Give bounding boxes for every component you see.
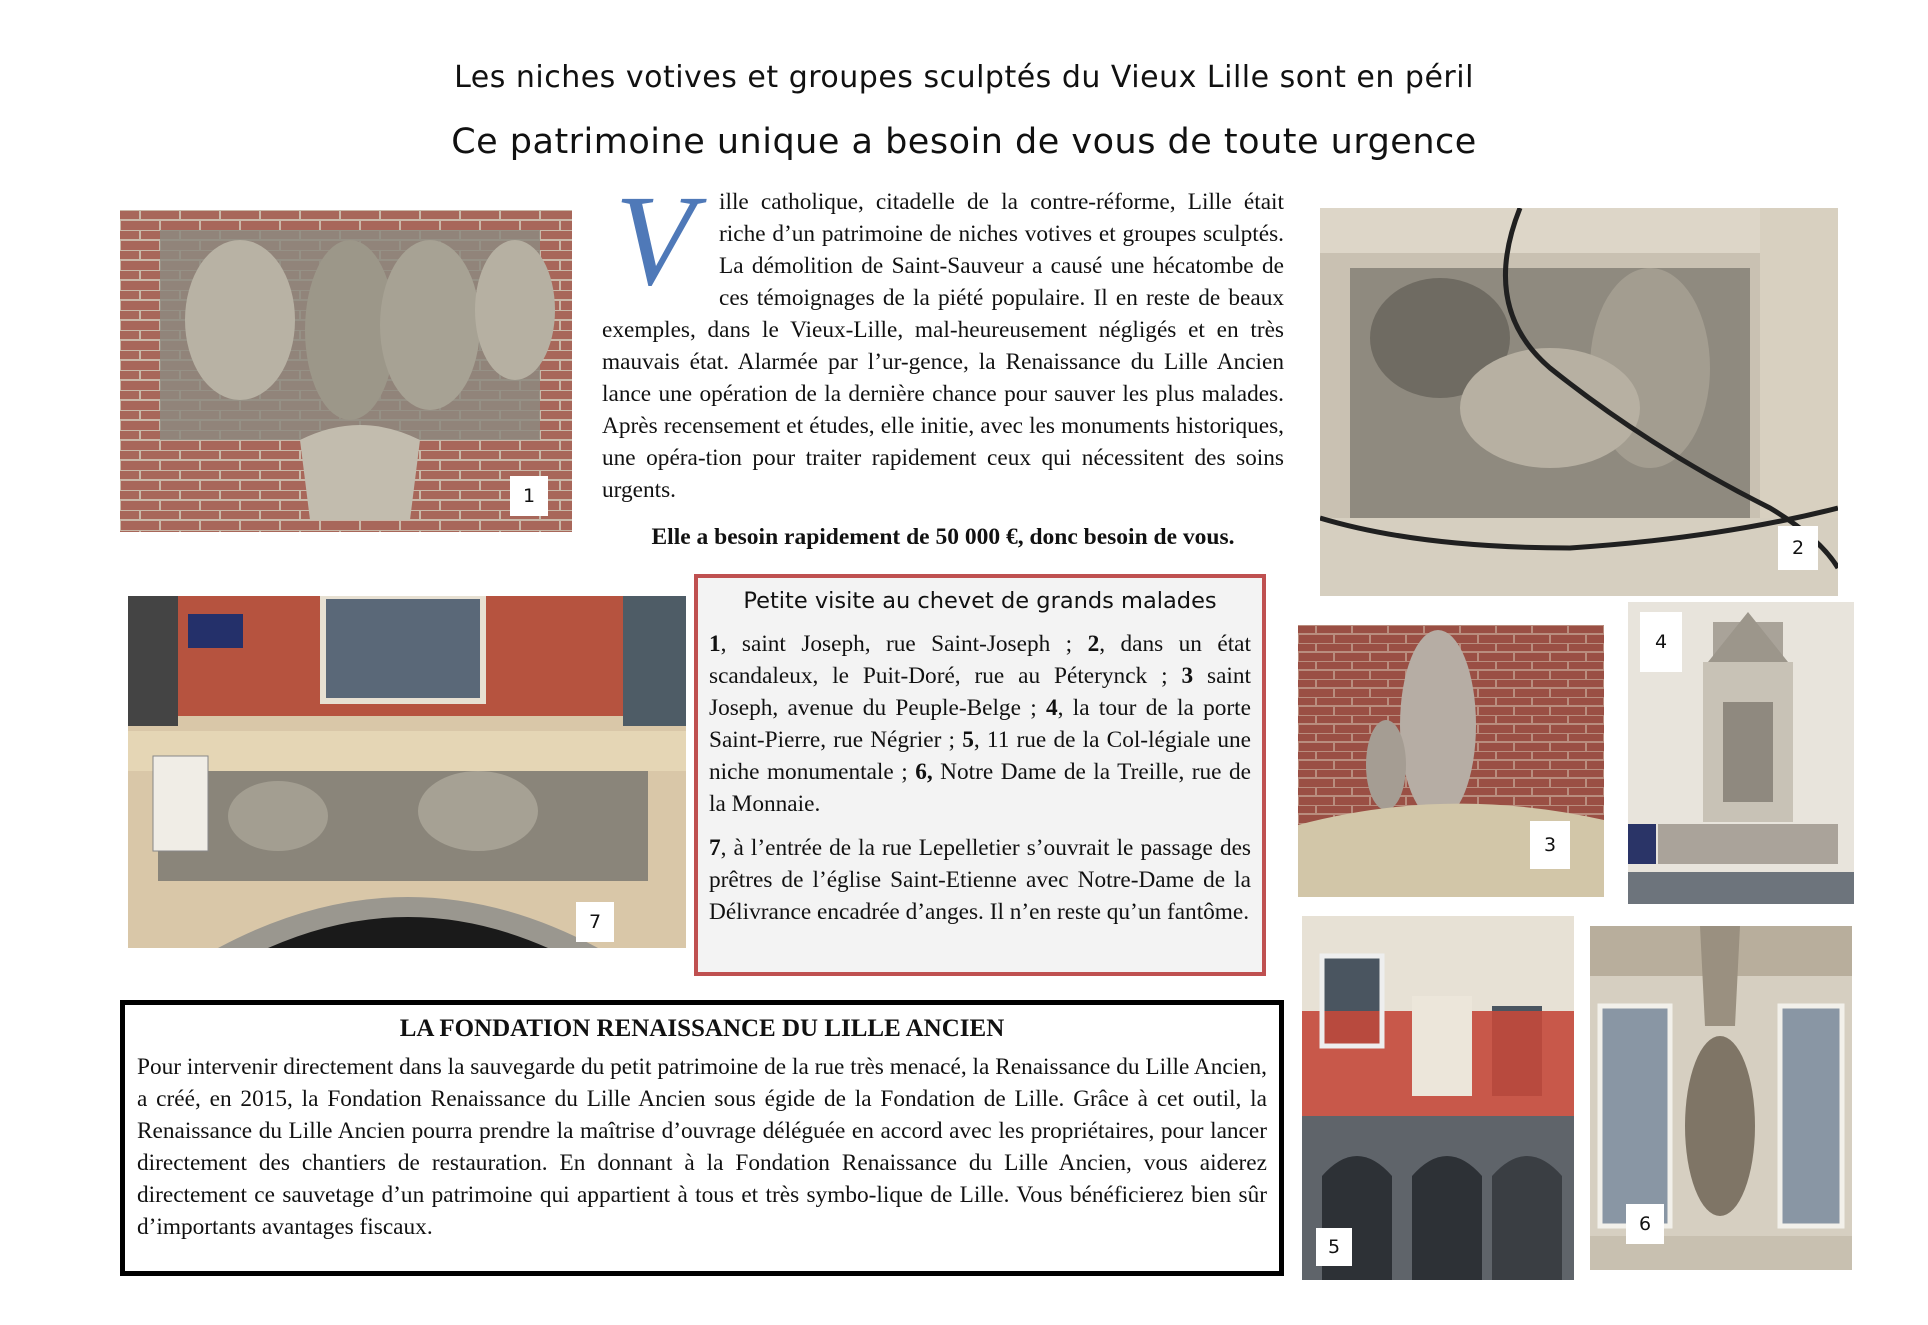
- foundation-title: LA FONDATION RENAISSANCE DU LILLE ANCIEN: [399, 1015, 1005, 1042]
- photo-7-rue-lepelletier: [128, 596, 686, 948]
- visit-item-number: 3: [1181, 663, 1194, 689]
- photo-5-rue-collegiale: [1302, 916, 1574, 1280]
- page-title: Les niches votives et groupes sculptés du Vieux Lille sont en péril: [454, 60, 1474, 95]
- visit-item-text: , dans un état scandaleux, le Puit-Doré, rue au Péterynck ;: [709, 631, 1251, 689]
- page-subtitle: Ce patrimoine unique a besoin de vous de toute urgence: [451, 122, 1477, 162]
- photo-5-number: 5: [1316, 1228, 1352, 1266]
- photo-7-number: 7: [576, 902, 614, 942]
- visit-box-item-7: [709, 832, 1251, 928]
- visit-item-text: , saint Joseph, rue Saint-Joseph ;: [720, 631, 1088, 657]
- visit-item-text: , la tour de la porte Saint-Pierre, rue Négrier ;: [709, 695, 1251, 753]
- photo-6-notre-dame-de-la-treille: [1590, 926, 1852, 1270]
- visit-item-text: Notre Dame de la Treille, rue de la Monnaie.: [709, 759, 1251, 817]
- photo-2-puit-dore: [1320, 208, 1838, 596]
- photo-1-saint-joseph: [120, 210, 572, 532]
- photo-2-number: 2: [1778, 526, 1818, 570]
- photo-6-number: 6: [1626, 1204, 1664, 1244]
- photo-3-number: 3: [1530, 821, 1570, 869]
- photo-4-porte-saint-pierre: [1628, 602, 1854, 904]
- visit-item-text: saint Joseph, avenue du Peuple-Belge ;: [709, 663, 1252, 721]
- visit-box-title: Petite visite au chevet de grands malades: [743, 588, 1217, 614]
- intro-dropcap: V: [614, 169, 695, 313]
- intro-text: ille catholique, citadelle de la contre-réforme, Lille était riche d’un patrimoine de niches votives et groupes sculptés. La démolition de Saint-Sauveur a causé une hécatombe de ces témoignages de la piété populaire. Il en reste de beaux exemples, dans le Vieux-Lille, mal-heureusement négligés et en très mauvais état. Alarmée par l’ur-gence, la Renaissance du Lille Ancien lance une opération de la dernière chance pour sauver les plus malades. Après recensement et études, elle initie, avec les monuments historiques, une opéra-tion pour traiter rapidement ceux qui nécessitent des soins urgents.: [602, 189, 1284, 503]
- visit-item-number: 6,: [915, 759, 933, 785]
- donation-appeal: Elle a besoin rapidement de 50 000 €, donc besoin de vous.: [651, 524, 1235, 550]
- visit-item-number: 7: [709, 835, 721, 861]
- foundation-text: Pour intervenir directement dans la sauvegarde du petit patrimoine de la rue très menacé, la Renaissance du Lille Ancien, a créé, en 2015, la Fondation Renaissance du Lille Ancien sous égide de la Fondation de Lille. Grâce à cet outil, la Renaissance du Lille Ancien pourra prendre la maîtrise d’ouvrage déléguée en accord avec les propriétaires, pour lancer directement des chantiers de restauration. En donnant à la Fondation Renaissance du Lille Ancien, vous aiderez directement ce sauvetage d’un patrimoine qui appartient à tous et très symbo-lique de Lille. Vous bénéficierez bien sûr d’importants avantages fiscaux.: [137, 1054, 1267, 1240]
- visit-item-number: 5: [962, 727, 974, 753]
- visit-item-text: , à l’entrée de la rue Lepelletier s’ouvrait le passage des prêtres de l’église Saint-Etienne avec Notre-Dame de la Délivrance encadrée d’anges. Il n’en reste qu’un fantôme.: [709, 835, 1251, 925]
- intro-paragraph: [602, 169, 1284, 506]
- visit-box-list: [709, 628, 1251, 820]
- visit-item-number: 1: [709, 631, 721, 657]
- visit-item-number: 4: [1046, 695, 1058, 721]
- visit-item-text: , 11 rue de la Col-légiale une niche monumentale ;: [709, 727, 1251, 785]
- visit-box: [694, 574, 1266, 976]
- photo-4-number: 4: [1640, 612, 1682, 672]
- photo-1-number: 1: [510, 476, 548, 516]
- foundation-box: [120, 1000, 1284, 1276]
- photo-3-saint-joseph-peuple-belge: [1298, 625, 1604, 897]
- visit-item-number: 2: [1087, 631, 1100, 657]
